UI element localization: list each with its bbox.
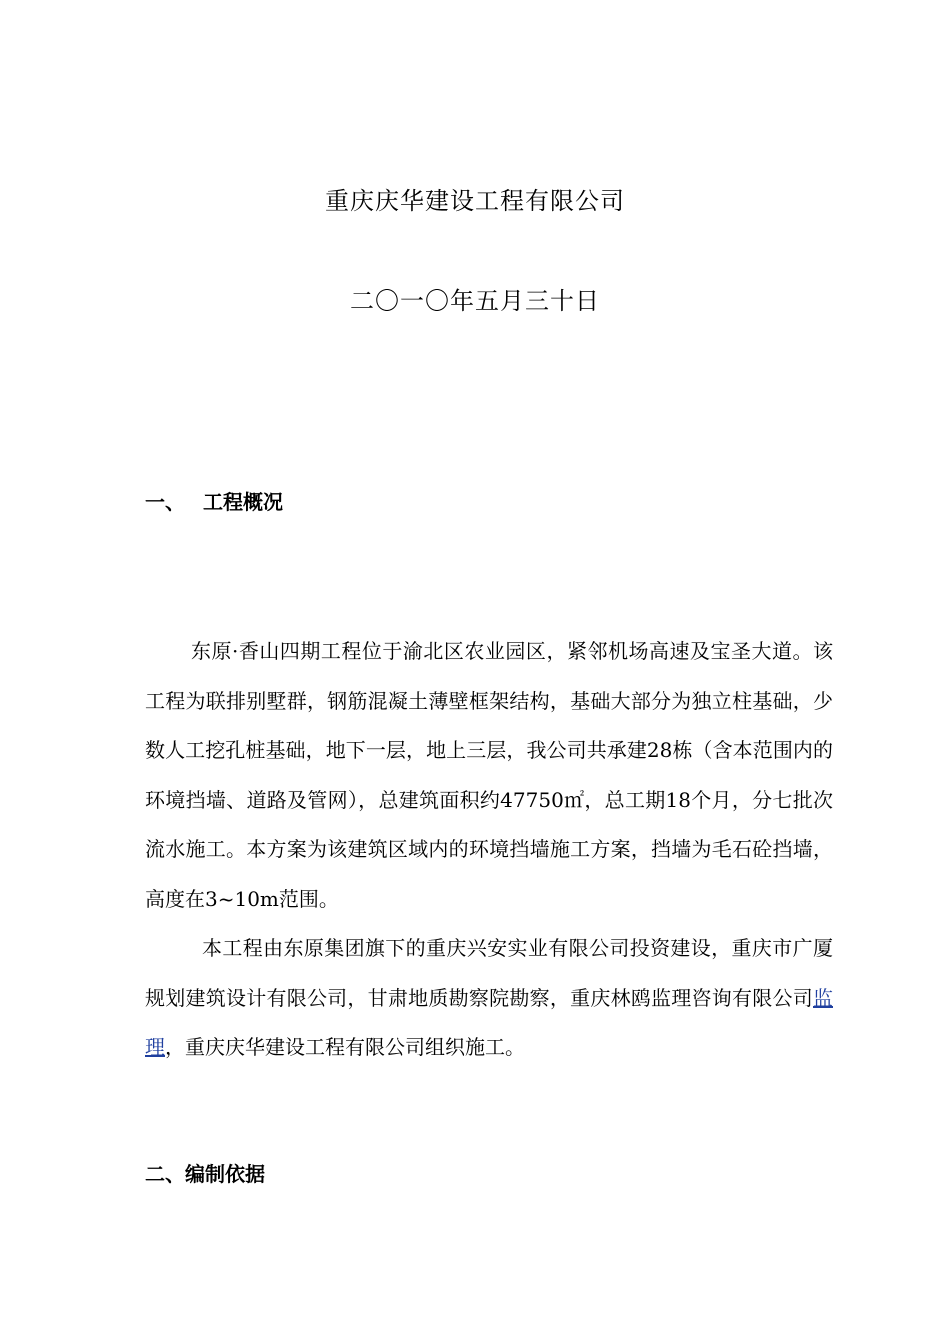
paragraph-text-after-link: ，重庆庆华建设工程有限公司组织施工。 [165, 1035, 525, 1059]
supervision-link[interactable]: 监理 [145, 985, 833, 1059]
section-heading-1 [145, 488, 283, 516]
paragraph-text: 东原·香山四期工程位于渝北区农业园区，紧邻机场高速及宝圣大道。该工程为联排别墅群，钢筋混凝土薄壁框架结构，基础大部分为独立柱基础，少数人工挖孔桩基础，地下一层，地上三层，我公司共承建28栋（含本范围内的环境挡墙、道路及管网），总建筑面积约47750㎡，总工期18个月，分七批次流水施工。本方案为该建筑区域内的环境挡墙施工方案，挡墙为毛石砼挡墙，高度在3~10m范围。 [145, 639, 833, 911]
paragraph-text [145, 924, 833, 1073]
section-number: 一、 [145, 490, 185, 514]
company-name: 重庆庆华建设工程有限公司 [325, 187, 625, 215]
project-parties-paragraph [145, 924, 833, 1073]
paragraph-text-before-link: 本工程由东原集团旗下的重庆兴安实业有限公司投资建设，重庆市广厦规划建筑设计有限公司，甘肃地质勘察院勘察，重庆林鸥监理咨询有限公司 [145, 936, 833, 1010]
section-title: 工程概况 [203, 490, 283, 514]
section-heading-2: 二、编制依据 [145, 1162, 265, 1186]
document-date: 二〇一〇年五月三十日 [350, 287, 600, 315]
project-overview-paragraph [145, 627, 833, 924]
